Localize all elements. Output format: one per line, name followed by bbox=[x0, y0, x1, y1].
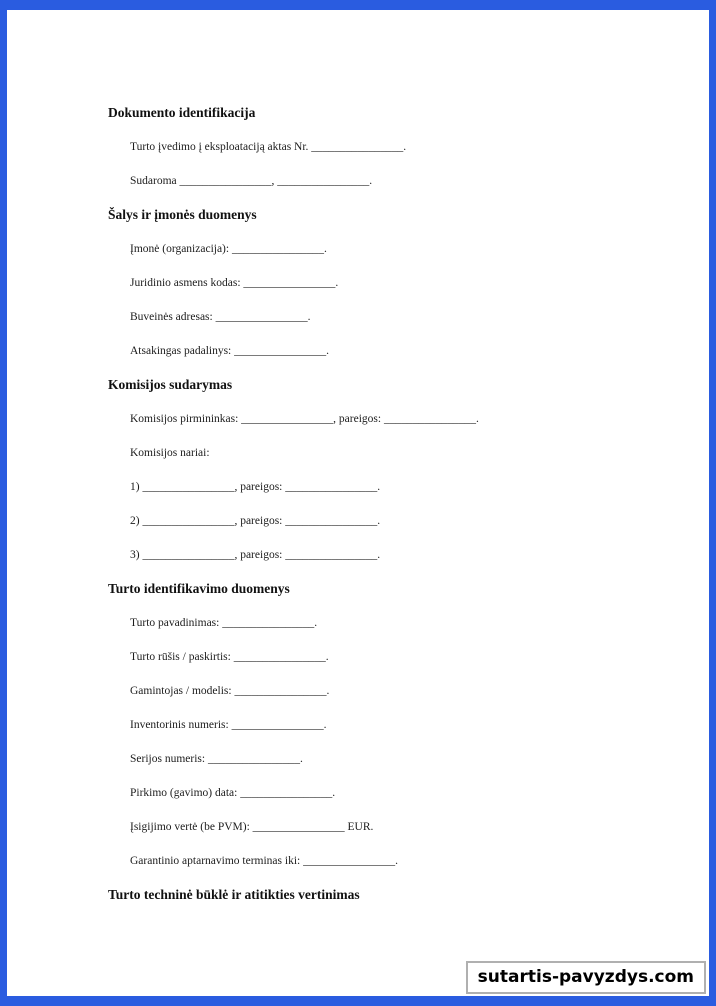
document-content bbox=[108, 96, 689, 912]
section-dokumento-identifikacija bbox=[108, 96, 689, 198]
section-heading: Turto techninė būklė ir atitikties vertinimas bbox=[108, 887, 360, 902]
form-line: 3) ________________, pareigos: ________________. bbox=[130, 549, 381, 561]
form-line: Atsakingas padalinys: ________________. bbox=[130, 345, 329, 357]
form-line: 2) ________________, pareigos: ________________. bbox=[130, 515, 381, 527]
form-line: Komisijos nariai: bbox=[130, 447, 210, 459]
section-heading: Dokumento identifikacija bbox=[108, 105, 256, 120]
form-line: Turto rūšis / paskirtis: ________________. bbox=[130, 651, 329, 663]
form-line: 1) ________________, pareigos: ________________. bbox=[130, 481, 381, 493]
form-line: Įsigijimo vertė (be PVM): ________________ EUR. bbox=[130, 821, 374, 833]
watermark-badge[interactable] bbox=[466, 961, 706, 994]
form-line: Juridinio asmens kodas: ________________. bbox=[130, 277, 339, 289]
form-line: Komisijos pirmininkas: ________________, pareigos: ________________. bbox=[130, 413, 479, 425]
form-line: Turto pavadinimas: ________________. bbox=[130, 617, 318, 629]
form-line: Turto įvedimo į eksploataciją aktas Nr. ________________. bbox=[130, 141, 407, 153]
section-turto-identifikavimo-duomenys bbox=[108, 572, 689, 878]
watermark-link[interactable]: sutartis-pavyzdys.com bbox=[477, 967, 694, 987]
form-line: Inventorinis numeris: ________________. bbox=[130, 719, 327, 731]
form-line: Pirkimo (gavimo) data: ________________. bbox=[130, 787, 336, 799]
form-line: Įmonė (organizacija): ________________. bbox=[130, 243, 327, 255]
form-line: Sudaroma ________________, ________________. bbox=[130, 175, 373, 187]
section-salys-ir-imones-duomenys bbox=[108, 198, 689, 368]
form-line: Serijos numeris: ________________. bbox=[130, 753, 303, 765]
section-komisijos-sudarymas bbox=[108, 368, 689, 572]
form-line: Garantinio aptarnavimo terminas iki: ________________. bbox=[130, 855, 398, 867]
form-line: Buveinės adresas: ________________. bbox=[130, 311, 311, 323]
section-turto-technine-bukle bbox=[108, 878, 689, 912]
form-line: Gamintojas / modelis: ________________. bbox=[130, 685, 330, 697]
section-heading: Šalys ir įmonės duomenys bbox=[108, 207, 257, 222]
section-heading: Komisijos sudarymas bbox=[108, 377, 233, 392]
section-heading: Turto identifikavimo duomenys bbox=[108, 581, 290, 596]
